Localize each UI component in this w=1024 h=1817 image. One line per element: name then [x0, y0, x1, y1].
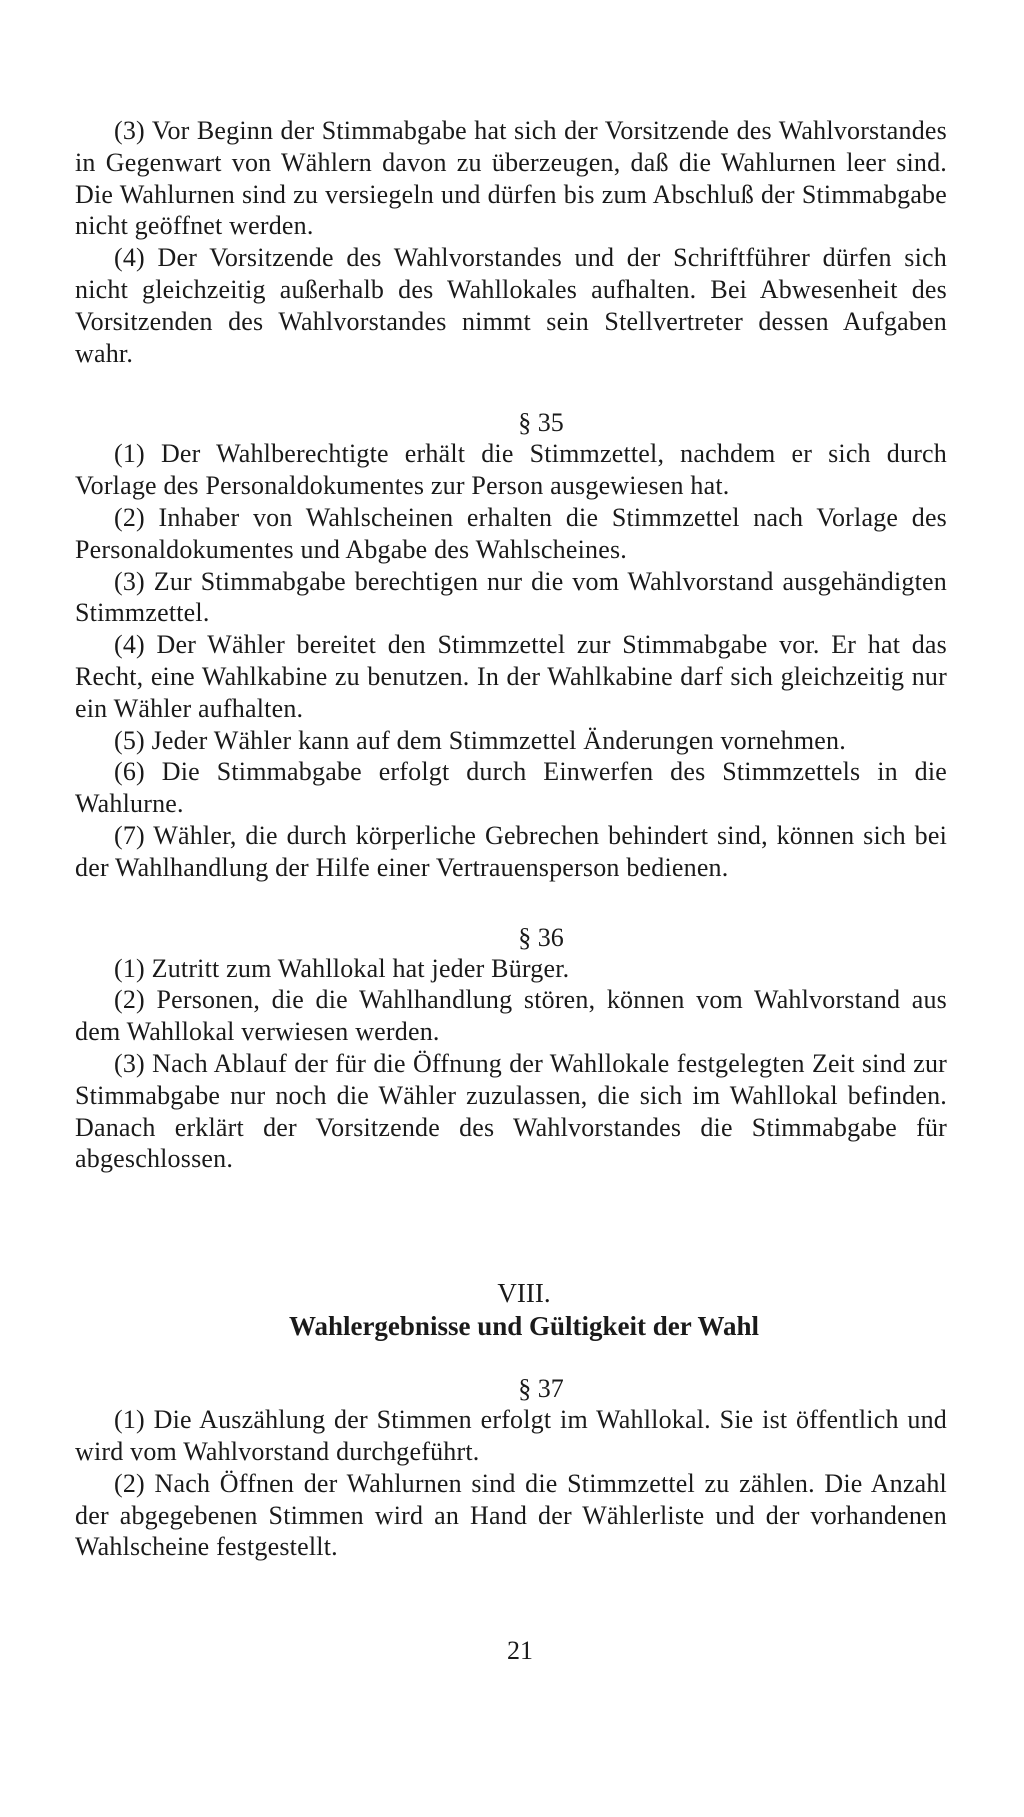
paragraph-36-3: (3) Nach Ablauf der für die Öffnung der Wahllokale festgelegten Zeit sind zur Stimmabgabe nur noch die Wähler zuzulassen, die sich im Wahllokal befinden. Danach erklärt der Vorsitzende des Wahlvorstandes die Stimmabgabe für abgeschlossen.: [75, 1048, 947, 1174]
section-heading-37: § 37: [518, 1374, 564, 1404]
paragraph-34-3: (3) Vor Beginn der Stimmabgabe hat sich der Vorsitzende des Wahlvorstandes in Gegenwart von Wählern davon zu überzeugen, daß die Wahlurnen leer sind. Die Wahlurnen sind zu versiegeln und dürfen bis zum Abschluß der Stimmabgabe nicht geöffnet werden.: [75, 116, 947, 241]
text-column: [75, 115, 947, 1563]
paragraph-35-1: (1) Der Wahlberechtigte erhält die Stimmzettel, nachdem er sich durch Vorlage des Personaldokumentes zur Person ausgewiesen hat.: [75, 439, 947, 501]
spacer: [75, 884, 947, 922]
paragraph-36-2: (2) Personen, die die Wahlhandlung stören, können vom Wahlvorstand aus dem Wahllokal verwiesen werden.: [75, 985, 947, 1047]
paragraph-35-7: (7) Wähler, die durch körperliche Gebrechen behindert sind, können sich bei der Wahlhandlung der Hilfe einer Vertrauensperson bedienen.: [75, 820, 947, 882]
paragraph-36-1: (1) Zutritt zum Wahllokal hat jeder Bürger.: [114, 953, 570, 983]
paragraph-35-4: (4) Der Wähler bereitet den Stimmzettel zur Stimmabgabe vor. Er hat das Recht, eine Wahlkabine zu benutzen. In der Wahlkabine darf sich gleichzeitig nur ein Wähler aufhalten.: [75, 630, 947, 723]
paragraph-34-4: (4) Der Vorsitzende des Wahlvorstandes und der Schriftführer dürfen sich nicht gleichzeitig außerhalb des Wahllokales aufhalten. Bei Abwesenheit des Vorsitzenden des Wahlvorstandes nimmt sein Stellvertreter dessen Aufgaben wahr.: [75, 243, 947, 368]
paragraph-35-2: (2) Inhaber von Wahlscheinen erhalten die Stimmzettel nach Vorlage des Personaldokumentes und Abgabe des Wahlscheines.: [75, 502, 947, 564]
chapter-title: Wahlergebnisse und Gültigkeit der Wahl: [288, 1311, 760, 1342]
spacer: [75, 1175, 947, 1277]
section-heading-36: § 36: [518, 922, 564, 952]
spacer: [75, 1343, 947, 1373]
paragraph-37-1: (1) Die Auszählung der Stimmen erfolgt im Wahllokal. Sie ist öffentlich und wird vom Wahlvorstand durchgeführt.: [75, 1405, 947, 1466]
section-heading-35: § 35: [518, 408, 564, 438]
paragraph-37-2: (2) Nach Öffnen der Wahlurnen sind die Stimmzettel zu zählen. Die Anzahl der abgegebenen Stimmen wird an Hand der Wählerliste und der vorhandenen Wahlscheine festgestellt.: [75, 1468, 947, 1562]
paragraph-35-5: (5) Jeder Wähler kann auf dem Stimmzettel Änderungen vornehmen.: [114, 725, 846, 755]
page-number: 21: [507, 1636, 533, 1665]
chapter-number: VIII.: [497, 1278, 551, 1309]
paragraph-35-3: (3) Zur Stimmabgabe berechtigen nur die vom Wahlvorstand ausgehändigten Stimmzettel.: [75, 566, 947, 628]
spacer: [75, 369, 947, 407]
paragraph-35-6: (6) Die Stimmabgabe erfolgt durch Einwerfen des Stimmzettels in die Wahlurne.: [75, 757, 947, 819]
